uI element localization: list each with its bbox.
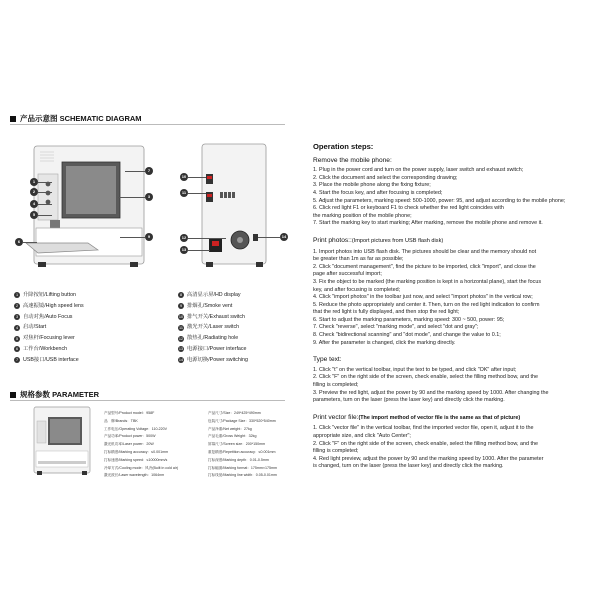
- list-item: 2. Click "F" on the right side of the screen, check enable, select the filling method bow, and the: [313, 374, 538, 381]
- list-item: 3. Place the mobile phone along the fixing fixture;: [313, 182, 431, 189]
- leader-line: [125, 171, 145, 172]
- legend-item: [178, 344, 248, 355]
- list-item: key, and after focusing is completed;: [313, 286, 401, 293]
- divider: [10, 124, 285, 125]
- leader-line: [118, 197, 145, 198]
- vector-heading-text: Print vector file:: [313, 413, 359, 421]
- callout-7: 7: [145, 167, 153, 175]
- callout-2: 2: [30, 188, 38, 196]
- operation-title: Operation steps:: [313, 142, 374, 151]
- legend-item: [178, 301, 248, 312]
- legend-label: 启动/Start: [23, 324, 47, 331]
- photos-steps: [313, 249, 595, 348]
- legend-item: [14, 290, 84, 301]
- legend-num: 12: [178, 336, 184, 341]
- list-item: 1. Click "t" on the vertical toolbar, input the text to be typed, and click "OK" after input;: [313, 366, 517, 373]
- callout-8: 3: [145, 193, 153, 201]
- list-item: the marking position of the mobile phone;: [313, 212, 412, 219]
- legend-label: 自动对焦/Auto Focus: [23, 313, 73, 320]
- vector-heading-sub: (The import method of vector file is the same as that of picture): [358, 414, 521, 421]
- list-item: that the red light is fully displayed, and then stop the red light;: [313, 309, 460, 316]
- leader-line: [120, 237, 145, 238]
- list-item: 8. Check "bidirectional scanning" and "dot mode", and change the value to 0.1;: [313, 332, 501, 339]
- leader-line: [38, 192, 52, 193]
- legend-label: USB接口/USB interface: [23, 356, 79, 363]
- remove-steps: [313, 167, 595, 228]
- legend-label: 电源切换/Power switching: [187, 356, 248, 363]
- text-steps: [313, 367, 595, 405]
- leader-line: [38, 182, 52, 183]
- param-marking-format: 打标幅面/Marking format：175mm×175mm: [208, 465, 277, 470]
- leader-line: [188, 250, 210, 251]
- legend-label: 排气开关/Exhaust switch: [187, 313, 245, 320]
- list-item: 4. Click "import photos" in the toolbar just now, and select "import photos" in the vertical row;: [313, 294, 533, 301]
- legend-num: 10: [178, 314, 184, 319]
- list-item: 2. Click the document and select the corresponding drawing;: [313, 174, 458, 181]
- list-item: 1. Import photos into USB flash disk. The pictures should be clear and the memory should not: [313, 248, 537, 255]
- section-marker-icon: [10, 392, 16, 398]
- leader-line: [188, 193, 206, 194]
- callout-4: 5: [30, 211, 38, 219]
- leader-line: [38, 215, 52, 216]
- list-item: be greater than 1m as far as possible;: [313, 256, 404, 263]
- list-item: 5. Adjust the parameters, marking speed: 500-1000, power: 95, and adjust according to the mobile phone;: [313, 197, 566, 204]
- list-item: filling is completed;: [313, 448, 359, 455]
- param-marking-accuracy: 打标精度/Marking accuracy：≤0.001mm: [104, 449, 169, 454]
- legend-num: 7: [15, 358, 19, 363]
- schematic-title-bar: [10, 113, 142, 124]
- operation-steps: [313, 143, 595, 471]
- legend-label: 高速振镜/High speed lens: [23, 302, 84, 309]
- vector-heading: [313, 414, 595, 423]
- legend-num: 9: [179, 304, 183, 309]
- param-marking-speed: 打标速度/Marking speed：≤10000mm/s: [104, 457, 168, 462]
- list-item: 3. Fix the object to be marked (the marking position is kept in a horizontal plane), start the focus: [313, 278, 542, 285]
- parameter-title: 规格参数 PARAMETER: [20, 390, 100, 399]
- machine-thumbnail: [28, 405, 96, 477]
- param-gross-weight: 产品毛重/Gross Weight：32kg: [208, 434, 257, 439]
- leader-line: [188, 238, 226, 239]
- legend-item: [178, 355, 248, 366]
- callout-6: 6: [15, 238, 23, 246]
- schematic-title: 产品示意图 SCHEMATIC DIAGRAM: [20, 114, 142, 123]
- legend-item: [178, 333, 248, 344]
- photos-heading-sub: (Import pictures from USB flash disk): [351, 237, 444, 244]
- legend-item: [14, 344, 84, 355]
- legend-item: [14, 355, 84, 366]
- text-heading: Type text:: [313, 356, 342, 364]
- legend-item: [178, 322, 248, 333]
- param-product-model: 产品型号/Product model：958F: [104, 411, 155, 415]
- remove-heading: Remove the mobile phone:: [313, 156, 392, 164]
- legend-num: 8: [179, 293, 183, 298]
- list-item: is changed, turn on the laser (press the laser key) and directly click the marking.: [313, 463, 504, 470]
- machine-front-illustration: [18, 140, 153, 270]
- param-net-weight: 产品净重/Net weight：27kg: [208, 426, 252, 431]
- list-item: 6. Click red light F1 or keyboard F1 to check whether the red light coincides with: [313, 205, 504, 212]
- param-cooling-mode: 冷却方式/Cooling mode：风冷(Built in cold air): [104, 465, 179, 470]
- legend-left: [14, 290, 84, 366]
- param-laser-wavelength: 激光波长/Laser wavelength：1064nm: [104, 473, 165, 478]
- list-item: 4. Red light preview, adjust the power by 90 and the marking speed by 1000. After the parameter: [313, 455, 544, 462]
- legend-item: [14, 322, 84, 333]
- callout-12: 12: [181, 235, 187, 240]
- param-package-size: 包装尺寸/Package Size：330*520*540mm: [208, 418, 276, 423]
- parameter-column-2: [208, 410, 277, 480]
- callout-3: 4: [30, 200, 38, 208]
- legend-label: 排烟孔/Smoke vent: [187, 302, 233, 309]
- callout-10: 10: [181, 174, 187, 179]
- list-item: filling is completed;: [313, 382, 359, 389]
- list-item: 7. Check "reverse", select "marking mode", and select "dot and gray";: [313, 324, 479, 331]
- list-item: appropriate size, and click "Auto Center";: [313, 433, 411, 439]
- list-item: 2. Click "document management", find the picture to be imported, click "import", and close the: [313, 263, 536, 270]
- legend-item: [14, 301, 84, 312]
- list-item: page after successful import;: [313, 271, 382, 278]
- param-product-power: 产品功率/Product power：500W: [104, 434, 156, 439]
- list-item: 9. After the parameter is changed, click the marking directly.: [313, 339, 456, 346]
- list-item: 5. Reduce the photo appropriately and center it. Then, turn on the red light indication to confirm: [313, 301, 540, 308]
- list-item: 2. Click "F" on the right side of the screen, check enable, select the filling method bow, and the: [313, 440, 538, 447]
- param-marking-depth: 打标深度/Marking depth：0.01-0.5mm: [208, 457, 269, 462]
- section-marker-icon: [10, 116, 16, 122]
- param-size: 产品尺寸/Size：249*425*490mm: [208, 411, 261, 415]
- legend-label: 高清显示屏/HD display: [187, 292, 241, 298]
- legend-item: [14, 312, 84, 323]
- param-brand: 品 牌/Brands：TBK: [104, 418, 138, 423]
- callout-1: 1: [30, 178, 38, 186]
- photos-heading: [313, 237, 595, 246]
- vector-steps: [313, 425, 595, 471]
- leader-line: [23, 242, 37, 243]
- parameter-column-1: [104, 410, 178, 480]
- list-item: 6. Start to adjust the marking parameters, marking speed: 300 ~ 500, power: 95;: [313, 316, 505, 323]
- param-screen-size: 屏幕尺寸/Screen size：200*150mm: [208, 442, 266, 447]
- param-laser-power: 激光机功率/Laser power：20W: [104, 442, 154, 447]
- photos-heading-text: Print photos::: [313, 236, 352, 244]
- legend-num: 11: [179, 325, 183, 330]
- legend-num: 1: [15, 293, 19, 298]
- legend-label: 激光开关/Laser switch: [187, 324, 240, 331]
- callout-13: 13: [181, 247, 187, 252]
- legend-num: 4: [15, 325, 19, 330]
- legend-num: 3: [15, 314, 19, 319]
- leader-line: [38, 204, 52, 205]
- list-item: parameters, turn on the laser (press the laser key) and directly click the marking.: [313, 397, 505, 404]
- legend-right: [178, 290, 248, 366]
- leader-line: [188, 177, 206, 178]
- legend-label: 升降按钮/Lifting button: [23, 292, 76, 298]
- callout-9: 9: [145, 233, 153, 241]
- callout-11: 11: [181, 190, 187, 195]
- legend-item: [178, 312, 248, 323]
- legend-num: 5: [15, 336, 19, 341]
- list-item: 3. Preview the red light, adjust the power by 90 and the marking speed by 1000. After changing the: [313, 389, 549, 396]
- param-repetition-accuracy: 重复精度/Repetition accuracy：≤0.001mm: [208, 449, 276, 454]
- divider: [10, 400, 285, 401]
- legend-label: 散热孔/Radiating hole: [187, 335, 239, 342]
- param-voltage: 工作电压/Operating Voltage：110-220V: [104, 426, 168, 431]
- legend-label: 电源接口/Power interface: [187, 345, 247, 352]
- leader-line: [258, 237, 280, 238]
- parameter-title-bar: [10, 389, 99, 400]
- legend-item: [178, 290, 248, 301]
- legend-num: 13: [178, 347, 184, 352]
- list-item: 7. Start the marking key to start marking; After marking, remove the mobile phone and remove it.: [313, 220, 543, 227]
- legend-num: 14: [178, 358, 184, 363]
- param-marking-line-width: 打标线宽/Marking line width：0.05-0.01mm: [208, 473, 277, 478]
- list-item: 1. Plug in the power cord and turn on the power supply, laser switch and exhaust switch;: [313, 167, 524, 174]
- legend-label: 工作台/Workbench: [23, 345, 68, 352]
- list-item: 4. Start the focus key, and after focusing is completed;: [313, 189, 443, 196]
- legend-num: 6: [15, 347, 19, 352]
- list-item: 1. Click "vector file" in the vertical toolbar, find the imported vector file, open it, adjust it to the: [313, 425, 534, 432]
- callout-14: 14: [281, 234, 287, 239]
- legend-label: 对焦杆/Focusing lever: [23, 335, 75, 342]
- legend-num: 2: [15, 304, 19, 309]
- legend-item: [14, 333, 84, 344]
